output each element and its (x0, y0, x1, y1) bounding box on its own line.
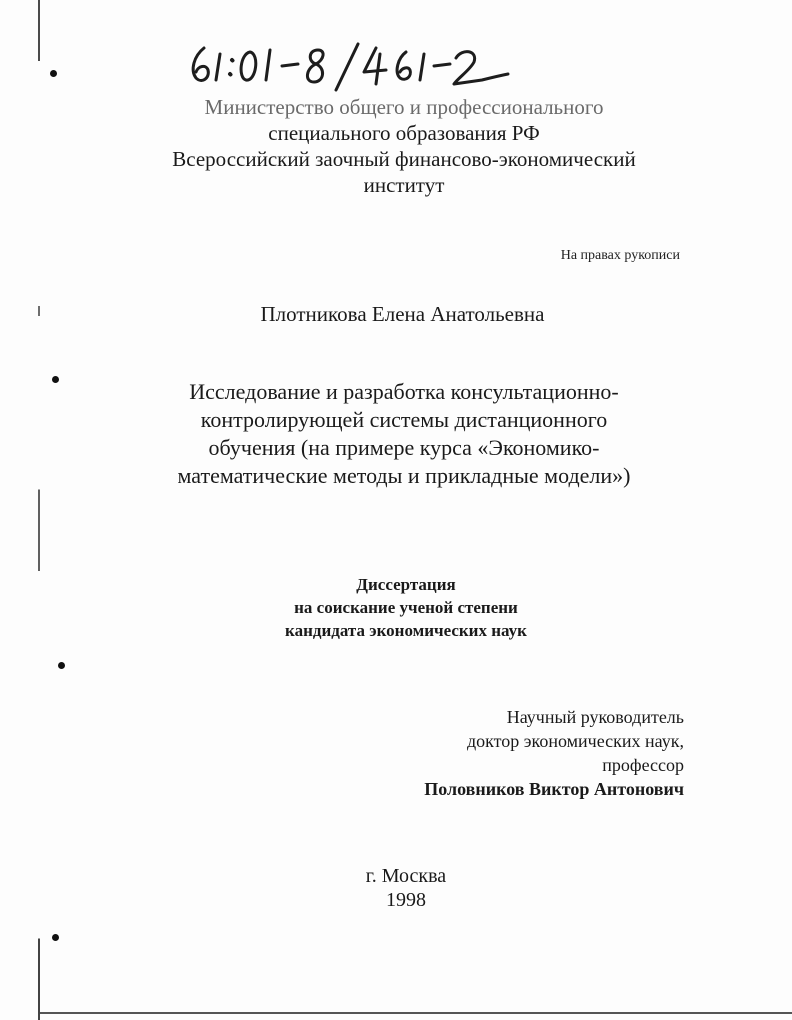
place-and-year (0, 864, 792, 912)
supervisor-block (424, 705, 684, 801)
supervisor-degree: доктор экономических наук, (467, 731, 684, 751)
degree-line: Диссертация (356, 575, 456, 594)
title-line: Исследование и разработка консультационно- (189, 379, 619, 404)
institute-line: Всероссийский заочный финансово-экономический (172, 147, 636, 171)
city: г. Москва (365, 865, 447, 887)
ministry-line: Министерство общего и профессионального (204, 95, 604, 119)
degree-line: на соискание ученой степени (294, 598, 518, 617)
scan-bottom-edge (40, 1012, 792, 1014)
binding-hole-mark (52, 934, 59, 941)
degree-statement (0, 573, 792, 642)
ministry-line: специального образования РФ (268, 121, 540, 145)
title-line: обучения (на примере курса «Экономико- (208, 435, 600, 460)
supervisor-rank: профессор (602, 755, 684, 775)
binding-hole-mark (50, 70, 57, 77)
institute-line: институт (363, 173, 445, 197)
degree-line: кандидата экономических наук (285, 621, 527, 640)
year: 1998 (386, 889, 426, 911)
handwritten-archive-code (186, 38, 516, 94)
binding-hole-mark (58, 662, 65, 669)
title-line: контролирующей системы дистанционного (200, 407, 608, 432)
supervisor-role: Научный руководитель (506, 707, 684, 727)
supervisor-name: Половников Виктор Антонович (424, 779, 684, 799)
ministry-header (8, 94, 792, 198)
rights-note: На правах рукописи (560, 248, 680, 263)
author-name: Плотникова Елена Анатольевна (260, 302, 545, 326)
dissertation-title (8, 378, 792, 490)
title-line: математические методы и прикладные модели») (177, 463, 631, 488)
